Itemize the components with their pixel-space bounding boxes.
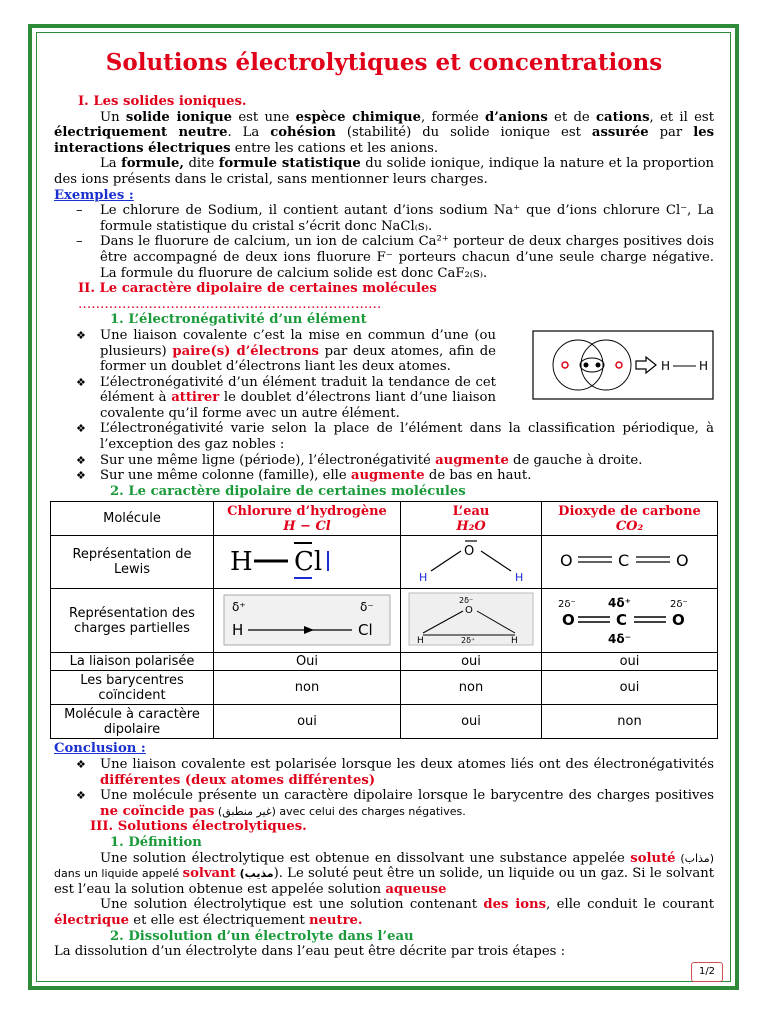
table-cell: non — [214, 671, 401, 705]
table-cell: Les barycentres coïncident — [51, 671, 214, 705]
svg-text:H: H — [511, 635, 518, 646]
diagram-h-left: H — [661, 358, 671, 373]
table-row — [51, 536, 718, 589]
lewis-hcl-cell — [214, 536, 401, 589]
table-header-cell: Chlorure d’hydrogène H − Cl — [214, 502, 401, 536]
section1-heading: I. Les solides ioniques. — [78, 94, 247, 109]
page-number: 1/2 — [691, 962, 723, 982]
svg-text:H: H — [232, 620, 244, 639]
section2-subheading2: 2. Le caractère dipolaire de certaines molécules — [110, 483, 466, 499]
section2-subheading1: 1. L’électronégativité d’un élément — [110, 312, 367, 328]
svg-text:C: C — [615, 610, 627, 629]
table-header-cell: Dioxyde de carbone CO₂ — [542, 502, 718, 536]
section1-paragraph1: Un solide ionique est une espèce chimique, formée d’anions et de cations, et il est électriquement neutre. La cohésion (stabilité) du solide ionique est assurée par les interactions électriques entre les cations et les anions. — [54, 109, 715, 156]
table-cell: Oui — [214, 653, 401, 671]
examples-list — [54, 203, 714, 281]
charges-co2-cell — [542, 589, 718, 653]
bullet-item: ❖ Sur une même ligne (période), l’électronégativité augmente de gauche à droite. — [54, 453, 714, 469]
table-cell: Représentation de Lewis — [51, 536, 214, 589]
svg-text:2δ⁻: 2δ⁻ — [557, 598, 576, 610]
svg-text:O: O — [464, 544, 475, 560]
lewis-co2-cell — [542, 536, 718, 589]
table-row — [51, 589, 718, 653]
table-row — [51, 502, 718, 536]
table-cell: oui — [401, 705, 542, 739]
svg-text:Cl: Cl — [294, 547, 323, 578]
svg-text:O: O — [671, 610, 685, 629]
svg-text:2δ⁻: 2δ⁻ — [459, 595, 474, 605]
lewis-h2o-image — [407, 537, 535, 583]
svg-text:Cl: Cl — [358, 620, 373, 639]
svg-text:H: H — [230, 547, 253, 578]
conclusion-label: Conclusion : — [54, 741, 146, 757]
table-header-cell: L’eau H₂O — [401, 502, 542, 536]
svg-text:2δ⁻: 2δ⁻ — [669, 598, 688, 610]
svg-text:C: C — [617, 551, 629, 571]
bullet-item: ❖ Une molécule présente un caractère dipolaire lorsque le barycentre des charges positives ne coïncide pas (غير منطبق) avec celui des charges négatives. — [54, 788, 714, 819]
diagram-h-right: H — [699, 358, 709, 373]
conclusion-list — [54, 757, 714, 819]
covalent-bond-diagram — [532, 330, 714, 400]
table-cell: oui — [542, 653, 718, 671]
table-cell: non — [542, 705, 718, 739]
bullet-item: ❖ L’électronégativité varie selon la place de l’élément dans la classification périodique, à l’exception des gaz nobles : — [54, 421, 714, 452]
table-cell: Molécule — [51, 502, 214, 536]
svg-text:δ⁻: δ⁻ — [360, 599, 374, 614]
section3-paragraph2: Une solution électrolytique est une solution contenant des ions, elle conduit le courant électrique et elle est électriquement neutre. — [54, 897, 715, 928]
table-row — [51, 671, 718, 705]
table-cell: oui — [542, 671, 718, 705]
svg-text:O: O — [465, 604, 473, 616]
section3-heading: III. Solutions électrolytiques. — [90, 819, 307, 835]
table-cell: La liaison polarisée — [51, 653, 214, 671]
table-row — [51, 705, 718, 739]
charges-h2o-cell — [401, 589, 542, 653]
table-cell: Molécule à caractère dipolaire — [51, 705, 214, 739]
svg-text:H: H — [419, 571, 428, 584]
document-body — [54, 48, 714, 960]
table-row — [51, 653, 718, 671]
table-cell: non — [401, 671, 542, 705]
charges-h2o-image — [407, 591, 535, 647]
svg-text:O: O — [559, 551, 573, 571]
svg-text:4δ⁺: 4δ⁺ — [607, 595, 631, 610]
bullet-item: ❖ Une liaison covalente est polarisée lorsque les deux atomes liés ont des électronégativités différentes (deux atomes différentes) — [54, 757, 714, 788]
section3-paragraph3: La dissolution d’un électrolyte dans l’eau peut être décrite par trois étapes : — [54, 944, 566, 960]
molecules-table — [50, 501, 718, 739]
charges-hcl-image — [222, 591, 392, 647]
bullet-item: ❖ L’électronégativité d’un élément traduit la tendance de cet élément à attirer le doublet d’électrons liant d’une liaison covalente qu’il forme avec un autre élément. — [54, 375, 496, 422]
section3-subheading2: 2. Dissolution d’un électrolyte dans l’eau — [110, 928, 414, 944]
bullet-item: ❖ Sur une même colonne (famille), elle augmente de bas en haut. — [54, 468, 714, 484]
svg-text:2δ⁺: 2δ⁺ — [461, 635, 476, 645]
bullet-item: ❖ Une liaison covalente c’est la mise en commun d’une (ou plusieurs) paire(s) d’électrons par deux atomes, afin de former un doublet d’électrons liant les deux atomes. — [54, 328, 496, 375]
section3-subheading1: 1. Définition — [110, 835, 202, 850]
table-cell: oui — [214, 705, 401, 739]
section1-paragraph2: La formule, dite formule statistique du solide ionique, indique la nature et la proportion des ions présents dans le cristal, sans mentionner leurs charges. — [54, 156, 714, 187]
example-item: – Dans le fluorure de calcium, un ion de calcium Ca²⁺ porteur de deux charges positives dois être accompagné de deux ions fluorure F⁻ porteurs chacun d’une seule charge négative. La formule du fluorure de calcium solide est donc CaF₂₍s₎. — [54, 234, 714, 281]
svg-text:O: O — [675, 551, 689, 571]
charges-hcl-cell — [214, 589, 401, 653]
table-cell: Représentation des charges partielles — [51, 589, 214, 653]
example-item: – Le chlorure de Sodium, il contient autant d’ions sodium Na⁺ que d’ions chlorure Cl⁻, La formule statistique du cristal s’écrit donc NaCl₍s₎. — [54, 203, 714, 234]
lewis-co2-image — [552, 537, 708, 583]
lewis-h2o-cell — [401, 536, 542, 589]
examples-label: Exemples : — [54, 187, 134, 203]
section3-paragraph1: Une solution électrolytique est obtenue en dissolvant une substance appelée soluté (مذاب) dans un liquide appelé solvant (مذيب). Le soluté peut être un solide, un liquide ou un gaz. Si le solvant est l’eau la solution obtenue est appelée solution aqueuse — [54, 850, 714, 897]
table-cell: oui — [401, 653, 542, 671]
svg-text:H: H — [515, 571, 524, 584]
svg-text:δ⁺: δ⁺ — [232, 599, 246, 614]
charges-co2-image — [552, 591, 708, 647]
svg-text:H: H — [417, 635, 424, 646]
section2-heading: II. Le caractère dipolaire de certaines molécules …………………………………………………………… — [78, 281, 437, 312]
svg-text:O: O — [561, 610, 575, 629]
page-title: Solutions électrolytiques et concentrations — [105, 49, 663, 76]
svg-text:4δ⁻: 4δ⁻ — [607, 631, 631, 646]
lewis-hcl-image — [222, 537, 392, 583]
